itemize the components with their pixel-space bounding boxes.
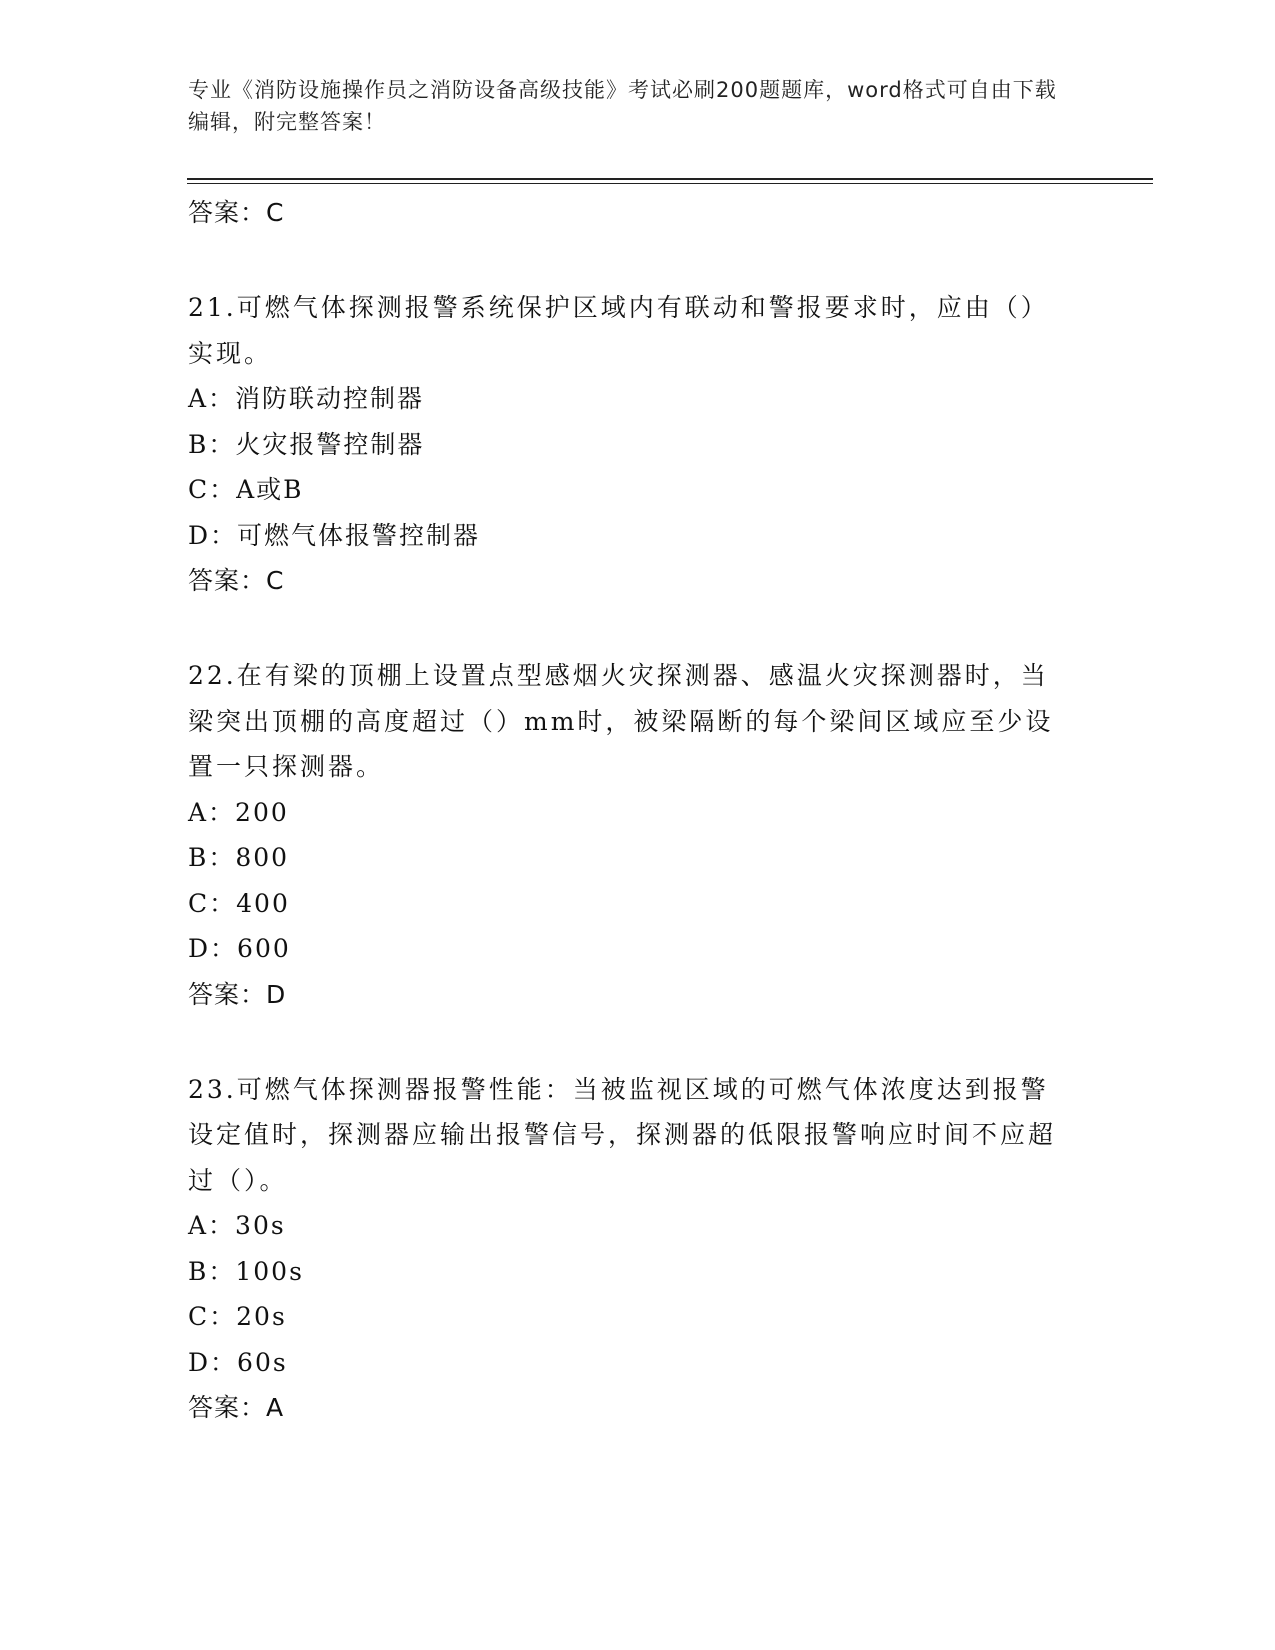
option-b: B：火灾报警控制器 — [188, 429, 425, 459]
option-d: D：可燃气体报警控制器 — [188, 520, 481, 550]
option-c: C：20s — [188, 1302, 287, 1331]
spacer — [188, 235, 1088, 285]
question-text: 23.可燃气体探测器报警性能：当被监视区域的可燃气体浓度达到报警设定值时，探测器应输出报警信号，探测器的低限报警响应时间不应超过（）。 — [188, 1074, 1057, 1195]
option-d: D：60s — [188, 1347, 288, 1377]
question-23 — [188, 1067, 1088, 1431]
option-a: A：30s — [188, 1211, 286, 1240]
question-text: 21.可燃气体探测报警系统保护区域内有联动和警报要求时，应由（）实现。 — [188, 293, 1049, 368]
answer-line: 答案：A — [188, 1393, 285, 1422]
question-21 — [188, 285, 1088, 603]
option-c: C：A或B — [188, 475, 304, 504]
answer-line: 答案：D — [188, 979, 287, 1009]
option-a: A：消防联动控制器 — [188, 384, 425, 413]
header-rule-thin — [187, 183, 1153, 184]
answer-line: 答案：C — [188, 198, 285, 227]
option-a: A：200 — [188, 797, 289, 827]
option-c: C：400 — [188, 888, 290, 918]
header-rule-thick — [187, 178, 1153, 180]
spacer — [188, 1017, 1088, 1067]
page-header: 专业《消防设施操作员之消防设备高级技能》考试必刷200题题库，word格式可自由下载编辑，附完整答案！ — [188, 78, 1057, 134]
answer-line: 答案：C — [188, 566, 285, 595]
question-22 — [188, 653, 1088, 1017]
option-b: B：800 — [188, 843, 290, 872]
option-d: D：600 — [188, 934, 291, 963]
option-b: B：100s — [188, 1256, 304, 1286]
spacer — [188, 603, 1088, 653]
question-text: 22.在有梁的顶棚上设置点型感烟火灾探测器、感温火灾探测器时，当梁突出顶棚的高度超过（）mm时，被梁隔断的每个梁间区域应至少设置一只探测器。 — [188, 661, 1054, 781]
question-list — [188, 190, 1088, 1430]
